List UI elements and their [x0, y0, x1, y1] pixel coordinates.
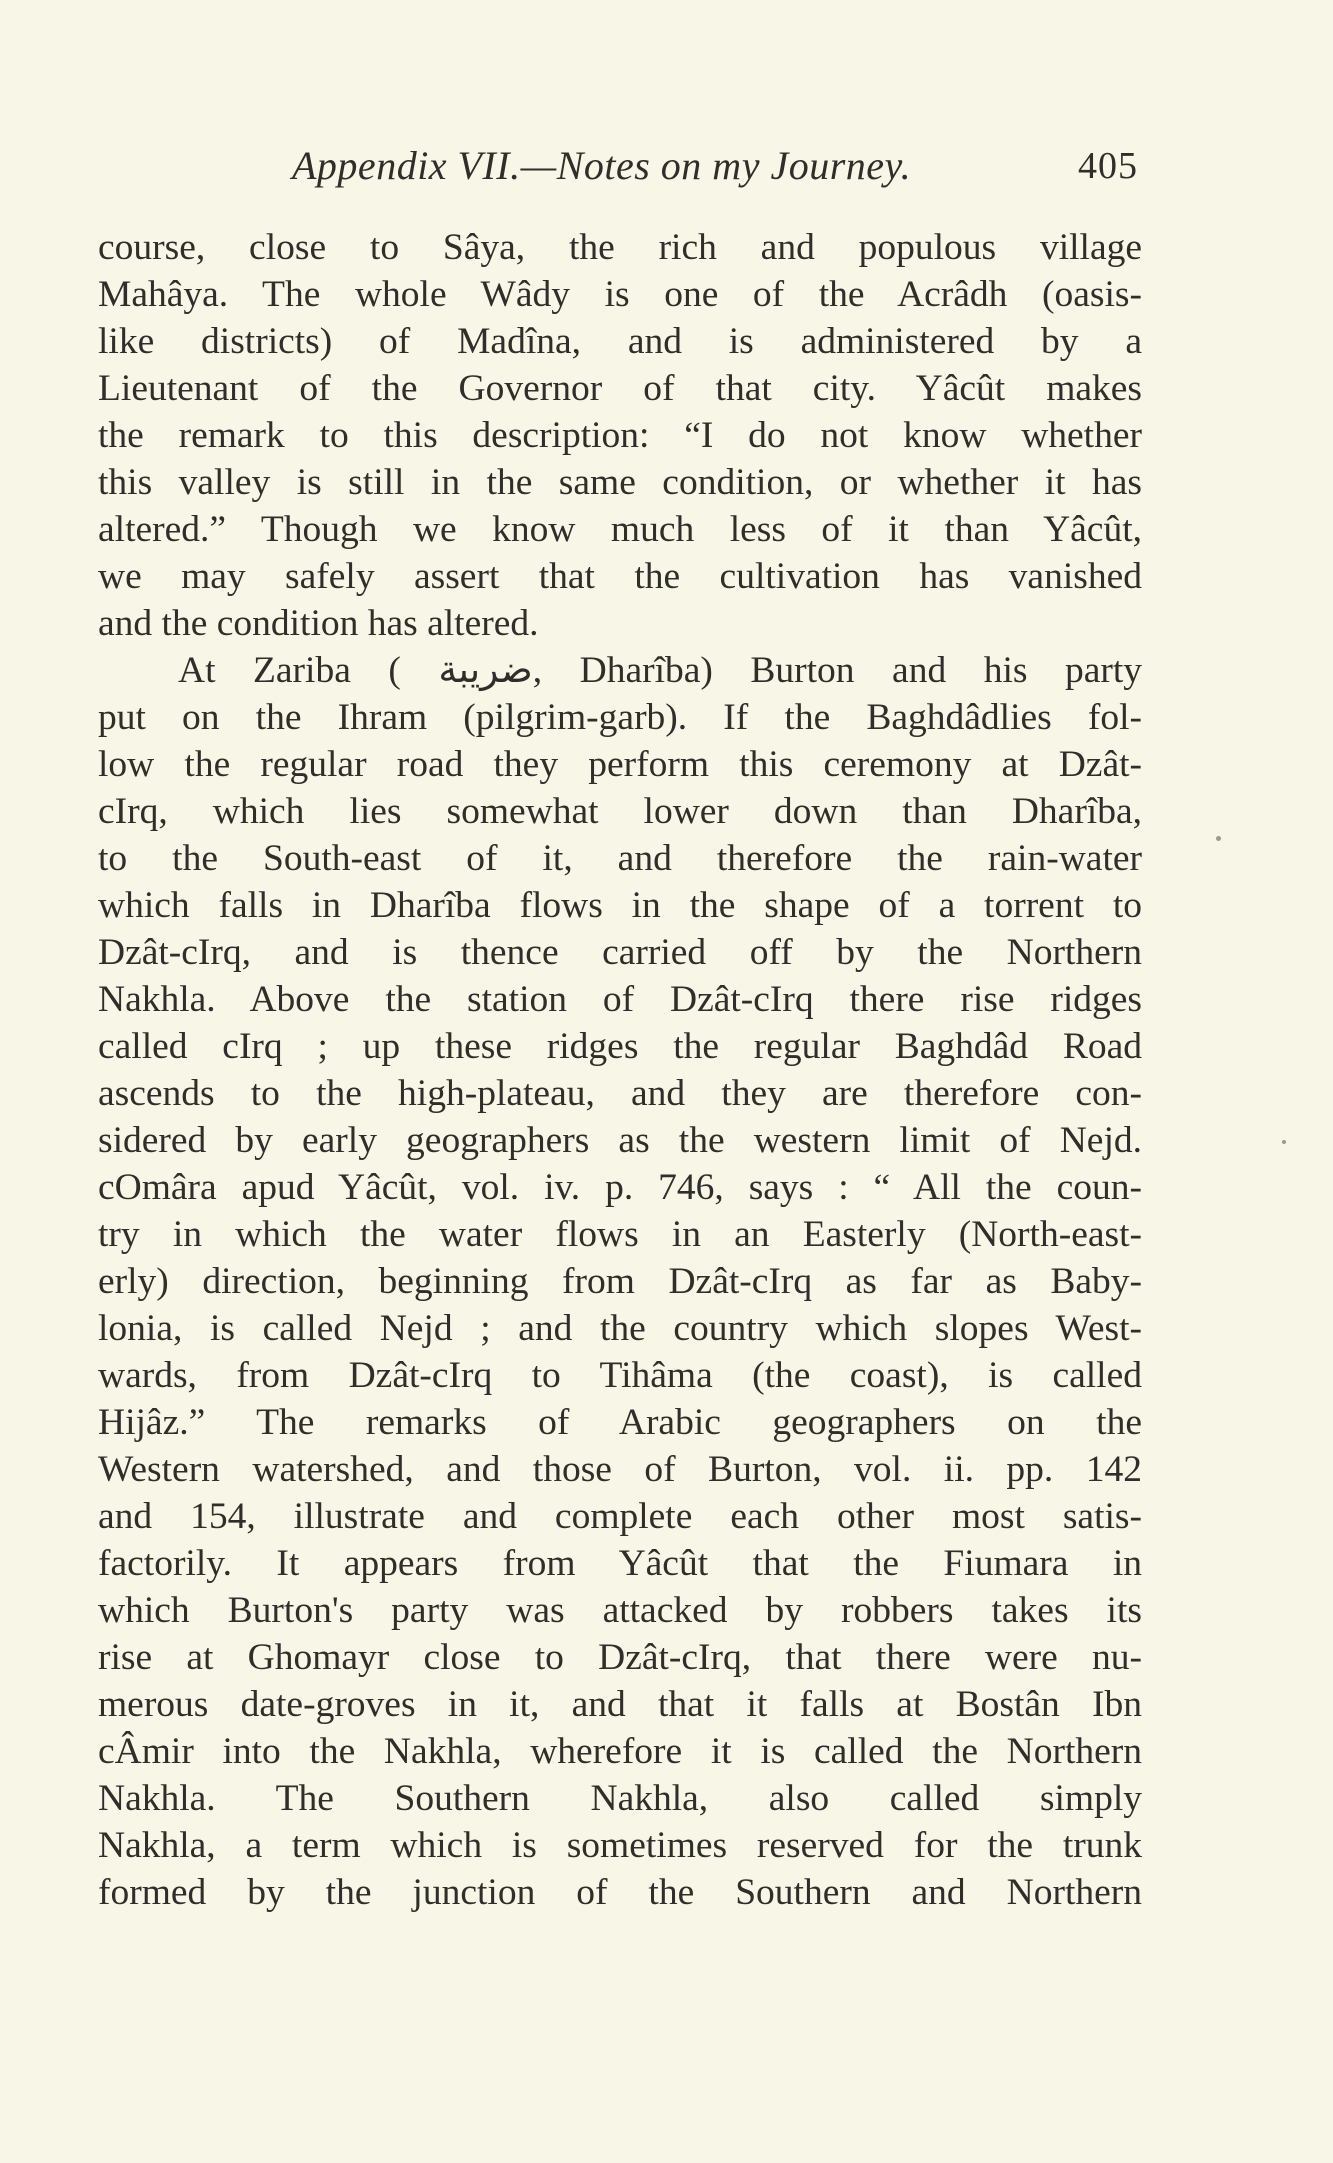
running-head — [0, 142, 1333, 202]
text-line: At Zariba ( ضريبة, Dharîba) Burton and his party — [178, 650, 1142, 691]
text-line: cIrq, which lies somewhat lower down than Dharîba, — [98, 791, 1142, 832]
text-line: put on the Ihram (pilgrim-garb). If the Baghdâdlies fol- — [98, 697, 1142, 738]
text-line: Nakhla, a term which is sometimes reserved for the trunk — [98, 1825, 1142, 1866]
text-line: cOmâra apud Yâcût, vol. iv. p. 746, says : “ All the coun- — [98, 1167, 1142, 1208]
text-line: Nakhla. The Southern Nakhla, also called simply — [98, 1778, 1142, 1819]
text-line: Lieutenant of the Governor of that city. Yâcût makes — [98, 368, 1142, 409]
running-title: Appendix VII.—Notes on my Journey. — [292, 143, 912, 188]
text-line: Hijâz.” The remarks of Arabic geographers on the — [98, 1402, 1142, 1443]
paper-speck — [1216, 836, 1221, 841]
text-line: merous date-groves in it, and that it falls at Bostân Ibn — [98, 1684, 1142, 1725]
page-number: 405 — [1078, 145, 1138, 187]
text-line: the remark to this description: “I do not know whether — [98, 415, 1142, 456]
text-line: which Burton's party was attacked by robbers takes its — [98, 1590, 1142, 1631]
text-line: which falls in Dharîba flows in the shape of a torrent to — [98, 885, 1142, 926]
text-line: lonia, is called Nejd ; and the country which slopes West- — [98, 1308, 1142, 1349]
text-line: formed by the junction of the Southern and Northern — [98, 1872, 1142, 1913]
text-line: Nakhla. Above the station of Dzât-cIrq there rise ridges — [98, 979, 1142, 1020]
text-line: altered.” Though we know much less of it than Yâcût, — [98, 509, 1142, 550]
text-line: wards, from Dzât-cIrq to Tihâma (the coast), is called — [98, 1355, 1142, 1396]
body-text — [98, 224, 1142, 1916]
text-line: erly) direction, beginning from Dzât-cIrq as far as Baby- — [98, 1261, 1142, 1302]
text-line: course, close to Sâya, the rich and populous village — [98, 227, 1142, 268]
text-line: rise at Ghomayr close to Dzât-cIrq, that there were nu- — [98, 1637, 1142, 1678]
text-line: and 154, illustrate and complete each other most satis- — [98, 1496, 1142, 1537]
text-line: cÂmir into the Nakhla, wherefore it is called the Northern — [98, 1731, 1142, 1772]
text-line: this valley is still in the same condition, or whether it has — [98, 462, 1142, 503]
paper-speck — [1282, 1140, 1286, 1144]
text-line: Western watershed, and those of Burton, vol. ii. pp. 142 — [98, 1449, 1142, 1490]
text-line: try in which the water flows in an Easterly (North-east- — [98, 1214, 1142, 1255]
text-line: called cIrq ; up these ridges the regular Baghdâd Road — [98, 1026, 1142, 1067]
text-line: Dzât-cIrq, and is thence carried off by the Northern — [98, 932, 1142, 973]
text-line: ascends to the high-plateau, and they are therefore con- — [98, 1073, 1142, 1114]
text-line: low the regular road they perform this ceremony at Dzât- — [98, 744, 1142, 785]
text-line: and the condition has altered. — [98, 603, 539, 644]
text-line: to the South-east of it, and therefore the rain-water — [98, 838, 1142, 879]
text-line: factorily. It appears from Yâcût that the Fiumara in — [98, 1543, 1142, 1584]
text-line: sidered by early geographers as the western limit of Nejd. — [98, 1120, 1142, 1161]
text-line: like districts) of Madîna, and is administered by a — [98, 321, 1142, 362]
text-line: we may safely assert that the cultivation has vanished — [98, 556, 1142, 597]
text-line: Mahâya. The whole Wâdy is one of the Acrâdh (oasis- — [98, 274, 1142, 315]
